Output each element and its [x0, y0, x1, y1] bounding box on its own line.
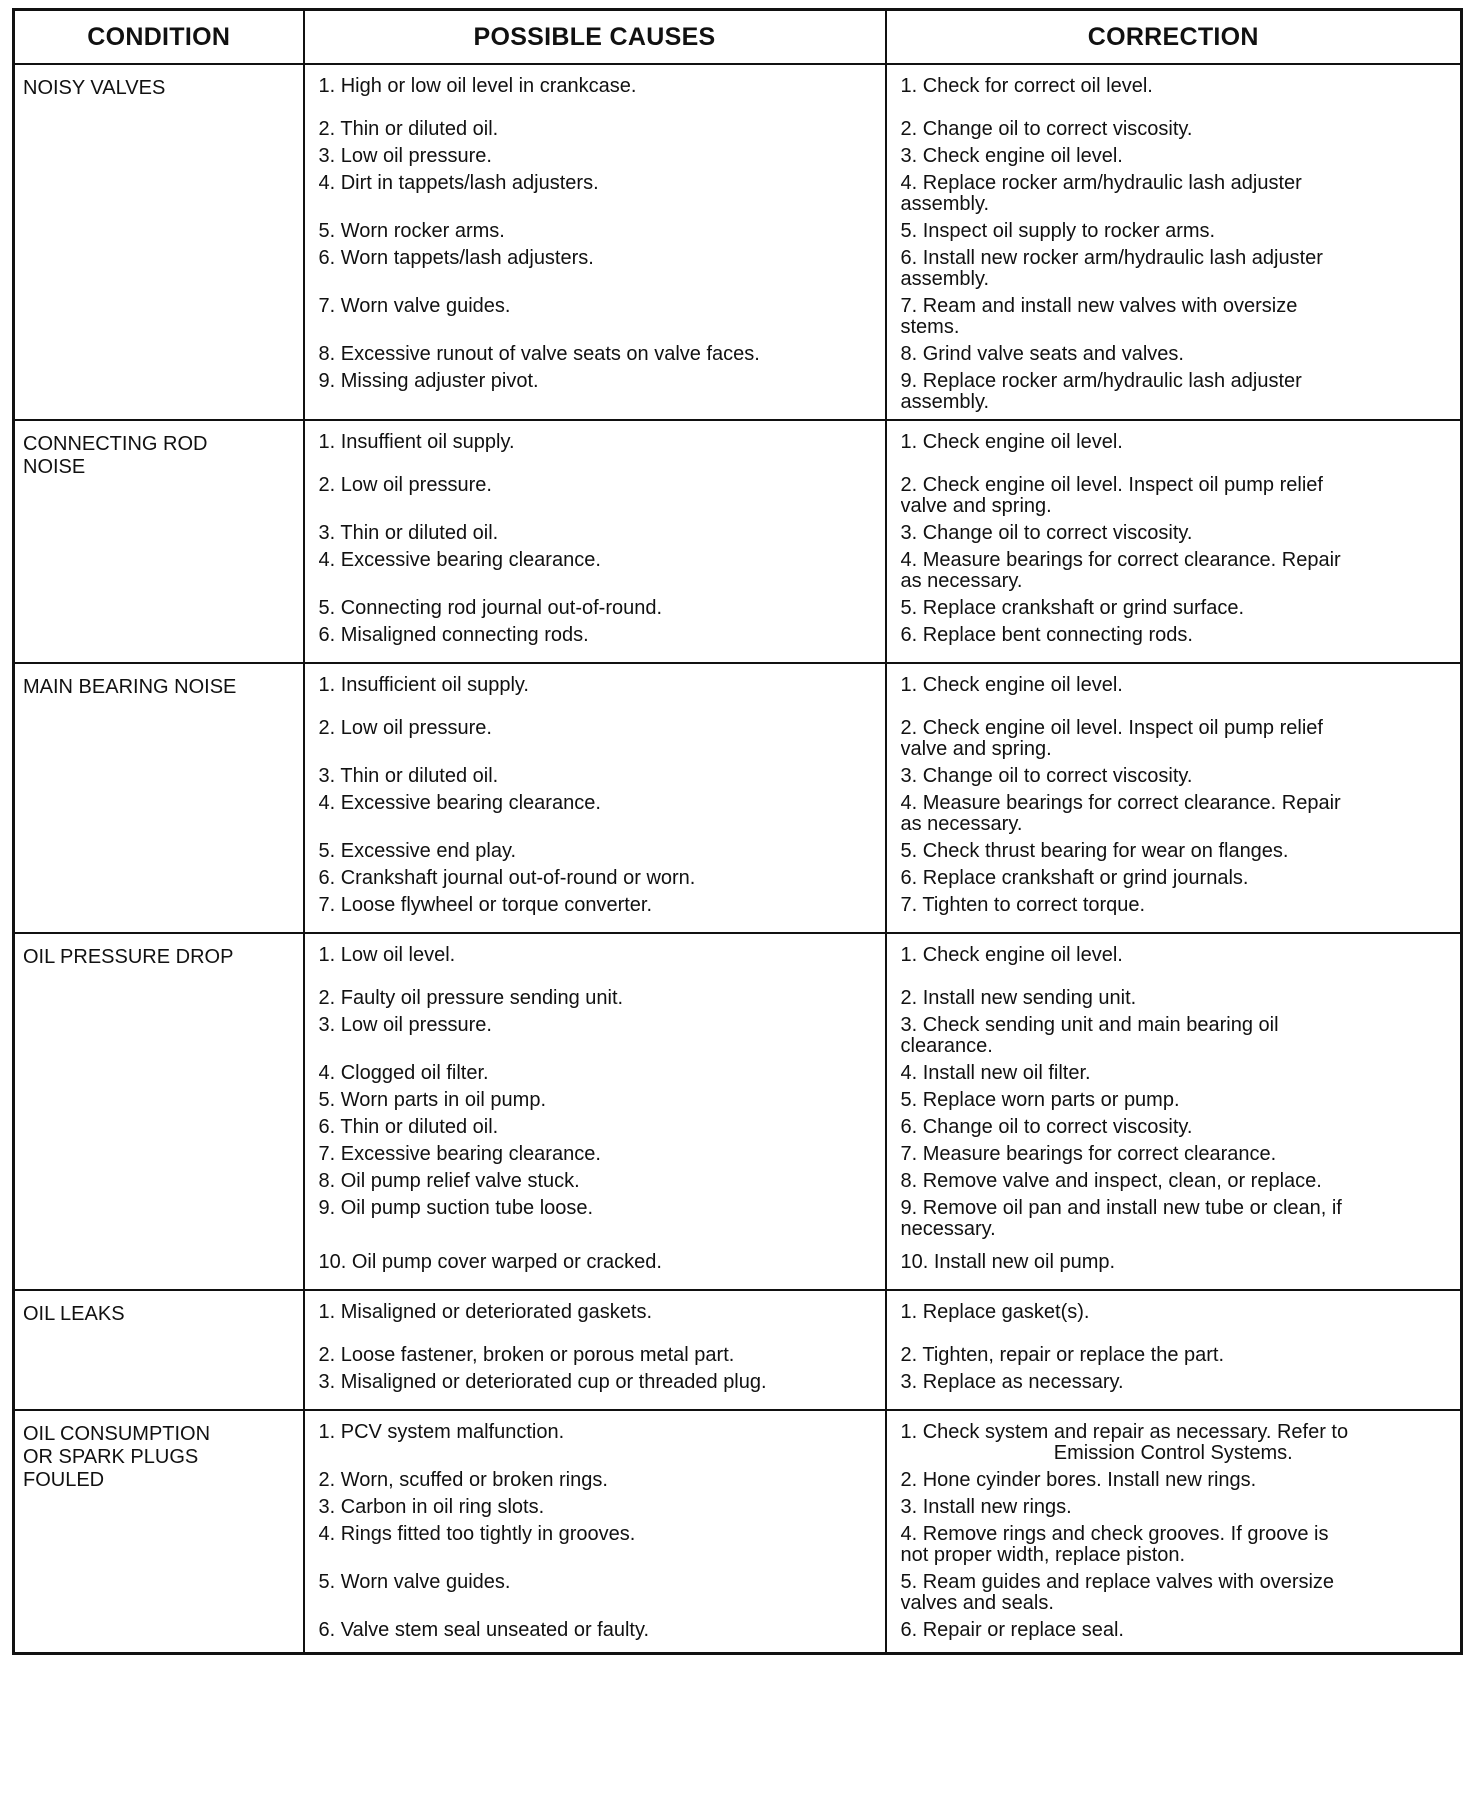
correction-item: [901, 431, 1447, 474]
condition-section: [14, 64, 1462, 420]
correction-line: 2. Install new sending unit.: [900, 987, 1137, 1009]
condition-label: OIL PRESSURE DROP: [23, 946, 234, 968]
correction-line: 1. Check engine oil level.: [900, 431, 1123, 453]
correction-cell: [886, 1290, 1462, 1410]
correction-line: 7. Measure bearings for correct clearance.: [900, 1143, 1277, 1165]
cause-item: 1. Misaligned or deteriorated gaskets.: [318, 1301, 653, 1323]
correction-item: [901, 1371, 1447, 1403]
correction-item: [901, 1089, 1447, 1116]
correction-line: stems.: [900, 316, 960, 338]
correction-item: [901, 674, 1447, 717]
cause-item: 8. Oil pump relief valve stuck.: [318, 1170, 580, 1192]
cause-item: 2. Loose fastener, broken or porous metal part.: [318, 1344, 735, 1366]
correction-line: as necessary.: [900, 570, 1023, 592]
correction-line: 10. Install new oil pump.: [900, 1251, 1116, 1273]
correction-cell: [886, 1410, 1462, 1654]
correction-item: [901, 1301, 1447, 1344]
cause-item: 5. Worn rocker arms.: [318, 220, 505, 242]
possible-causes-cell: [304, 64, 886, 420]
correction-line: 5. Replace crankshaft or grind surface.: [900, 597, 1245, 619]
correction-line: 4. Install new oil filter.: [900, 1062, 1091, 1084]
correction-line: 6. Replace crankshaft or grind journals.: [900, 867, 1249, 889]
condition-section: [14, 1290, 1462, 1410]
correction-line: assembly.: [900, 391, 990, 413]
correction-line: as necessary.: [900, 813, 1023, 835]
correction-item: [901, 597, 1447, 624]
possible-causes-cell: [304, 1290, 886, 1410]
cause-item: 4. Excessive bearing clearance.: [318, 549, 601, 571]
correction-line: 8. Remove valve and inspect, clean, or replace.: [900, 1170, 1322, 1192]
correction-line: 1. Replace gasket(s).: [900, 1301, 1090, 1323]
possible-causes-cell: [304, 933, 886, 1290]
cause-item: 1. PCV system malfunction.: [318, 1421, 565, 1443]
correction-line: 2. Change oil to correct viscosity.: [900, 118, 1193, 140]
cause-item: 2. Low oil pressure.: [318, 717, 492, 739]
condition-cell: [14, 933, 304, 1290]
correction-line: valves and seals.: [900, 1592, 1054, 1614]
correction-item: [901, 987, 1447, 1014]
cause-item: 10. Oil pump cover warped or cracked.: [318, 1251, 662, 1273]
correction-item: [901, 717, 1447, 765]
correction-line: assembly.: [900, 193, 990, 215]
correction-line: 4. Replace rocker arm/hydraulic lash adjuster: [900, 172, 1302, 194]
correction-line: 5. Ream guides and replace valves with oversize: [900, 1571, 1335, 1593]
correction-line: 2. Check engine oil level. Inspect oil pump relief: [900, 474, 1323, 496]
cause-item: 2. Faulty oil pressure sending unit.: [318, 987, 624, 1009]
cause-item: 5. Worn parts in oil pump.: [318, 1089, 547, 1111]
condition-section: [14, 420, 1462, 663]
cause-item: 2. Worn, scuffed or broken rings.: [318, 1469, 608, 1491]
cause-item: 7. Loose flywheel or torque converter.: [318, 894, 653, 916]
correction-cell: [886, 64, 1462, 420]
cause-item: 4. Excessive bearing clearance.: [318, 792, 601, 814]
cause-item: 7. Excessive bearing clearance.: [318, 1143, 601, 1165]
cause-item: 3. Misaligned or deteriorated cup or threaded plug.: [318, 1371, 767, 1393]
correction-line: necessary.: [900, 1218, 996, 1240]
correction-item: [901, 1170, 1447, 1197]
correction-item: [901, 1014, 1447, 1062]
correction-item: [901, 474, 1447, 522]
cause-item: 3. Carbon in oil ring slots.: [318, 1496, 545, 1518]
correction-line: 2. Hone cyinder bores. Install new rings.: [900, 1469, 1257, 1491]
cause-item: 5. Excessive end play.: [318, 840, 517, 862]
condition-section: [14, 663, 1462, 933]
correction-line: 7. Tighten to correct torque.: [900, 894, 1146, 916]
correction-item: [901, 295, 1447, 343]
condition-section: [14, 933, 1462, 1290]
cause-item: 6. Crankshaft journal out-of-round or worn.: [318, 867, 696, 889]
correction-cell: [886, 933, 1462, 1290]
condition-label: NOISY VALVES: [23, 77, 166, 99]
correction-item: [901, 1197, 1447, 1251]
correction-item: [901, 343, 1447, 370]
cause-item: 4. Clogged oil filter.: [318, 1062, 489, 1084]
correction-item: [901, 1421, 1447, 1469]
correction-line: 3. Install new rings.: [900, 1496, 1072, 1518]
correction-line: 5. Inspect oil supply to rocker arms.: [900, 220, 1216, 242]
cause-item: 3. Low oil pressure.: [318, 145, 492, 167]
cause-item: 9. Oil pump suction tube loose.: [318, 1197, 594, 1219]
cause-item: 9. Missing adjuster pivot.: [318, 370, 539, 392]
correction-line: 6. Install new rocker arm/hydraulic lash adjuster: [900, 247, 1323, 269]
cause-item: 7. Worn valve guides.: [318, 295, 511, 317]
condition-label: MAIN BEARING NOISE: [23, 676, 237, 698]
correction-cell: [886, 420, 1462, 663]
correction-item: [901, 1523, 1447, 1571]
correction-item: [901, 247, 1447, 295]
correction-line: 5. Replace worn parts or pump.: [900, 1089, 1180, 1111]
correction-line: valve and spring.: [900, 495, 1052, 517]
correction-item: [901, 840, 1447, 867]
correction-line: 2. Check engine oil level. Inspect oil pump relief: [900, 717, 1323, 739]
correction-line: 7. Ream and install new valves with oversize: [900, 295, 1298, 317]
correction-item: [901, 894, 1447, 926]
possible-causes-cell: [304, 1410, 886, 1654]
correction-item: [901, 1251, 1447, 1283]
correction-item: [901, 370, 1447, 413]
cause-item: 3. Low oil pressure.: [318, 1014, 492, 1036]
cause-item: 3. Thin or diluted oil.: [318, 765, 499, 787]
correction-item: [901, 220, 1447, 247]
condition-label: CONNECTING ROD: [23, 433, 208, 455]
cause-item: 6. Worn tappets/lash adjusters.: [318, 247, 594, 269]
correction-line: 3. Replace as necessary.: [900, 1371, 1124, 1393]
correction-item: [901, 1619, 1447, 1646]
correction-line: valve and spring.: [900, 738, 1052, 760]
correction-line: Emission Control Systems.: [1053, 1442, 1293, 1464]
condition-cell: [14, 1410, 304, 1654]
correction-line: 6. Repair or replace seal.: [900, 1619, 1124, 1641]
cause-item: 4. Rings fitted too tightly in grooves.: [318, 1523, 636, 1545]
correction-item: [901, 1496, 1447, 1523]
correction-line: clearance.: [900, 1035, 993, 1057]
possible-causes-cell: [304, 663, 886, 933]
correction-item: [901, 172, 1447, 220]
correction-item: [901, 1344, 1447, 1371]
correction-line: 3. Check sending unit and main bearing oil: [900, 1014, 1279, 1036]
condition-label: NOISE: [23, 456, 86, 478]
correction-item: [901, 1062, 1447, 1089]
cause-item: 2. Low oil pressure.: [318, 474, 492, 496]
correction-line: 1. Check system and repair as necessary. Refer to: [900, 1421, 1349, 1443]
possible-causes-cell: [304, 420, 886, 663]
cause-item: 6. Valve stem seal unseated or faulty.: [318, 1619, 650, 1641]
correction-line: not proper width, replace piston.: [900, 1544, 1186, 1566]
condition-cell: [14, 1290, 304, 1410]
correction-line: 4. Measure bearings for correct clearance. Repair: [900, 549, 1341, 571]
correction-item: [901, 1116, 1447, 1143]
cause-item: 3. Thin or diluted oil.: [318, 522, 499, 544]
header-condition: CONDITION: [14, 10, 304, 65]
correction-item: [901, 118, 1447, 145]
troubleshooting-table: [12, 8, 1463, 1655]
correction-line: 2. Tighten, repair or replace the part.: [900, 1344, 1225, 1366]
correction-line: 8. Grind valve seats and valves.: [900, 343, 1184, 365]
correction-line: 1. Check engine oil level.: [900, 944, 1123, 966]
header-possible-causes: POSSIBLE CAUSES: [304, 10, 886, 65]
correction-item: [901, 944, 1447, 987]
correction-line: 9. Replace rocker arm/hydraulic lash adjuster: [900, 370, 1302, 392]
condition-cell: [14, 663, 304, 933]
correction-line: 5. Check thrust bearing for wear on flanges.: [900, 840, 1289, 862]
condition-label: FOULED: [23, 1469, 105, 1491]
condition-cell: [14, 64, 304, 420]
condition-label: OIL LEAKS: [23, 1303, 125, 1325]
cause-item: 1. Insufficient oil supply.: [318, 674, 529, 696]
cause-item: 6. Misaligned connecting rods.: [318, 624, 589, 646]
correction-item: [901, 75, 1447, 118]
cause-item: 5. Connecting rod journal out-of-round.: [318, 597, 663, 619]
condition-cell: [14, 420, 304, 663]
correction-line: 3. Check engine oil level.: [900, 145, 1123, 167]
correction-line: 3. Change oil to correct viscosity.: [900, 522, 1193, 544]
correction-line: 6. Change oil to correct viscosity.: [900, 1116, 1193, 1138]
cause-item: 1. Low oil level.: [318, 944, 456, 966]
header-correction: CORRECTION: [886, 10, 1462, 65]
cause-item: 1. Insuffient oil supply.: [318, 431, 515, 453]
cause-item: 2. Thin or diluted oil.: [318, 118, 499, 140]
cause-item: 5. Worn valve guides.: [318, 1571, 511, 1593]
correction-line: 4. Remove rings and check grooves. If groove is: [900, 1523, 1329, 1545]
correction-item: [901, 867, 1447, 894]
header-row: [14, 10, 1462, 65]
correction-item: [901, 1469, 1447, 1496]
correction-item: [901, 1143, 1447, 1170]
correction-item: [901, 624, 1447, 656]
correction-line: 3. Change oil to correct viscosity.: [900, 765, 1193, 787]
condition-label: OIL CONSUMPTION: [23, 1423, 211, 1445]
correction-line: 6. Replace bent connecting rods.: [900, 624, 1193, 646]
correction-item: [901, 1571, 1447, 1619]
correction-cell: [886, 663, 1462, 933]
correction-line: 9. Remove oil pan and install new tube or clean, if: [900, 1197, 1342, 1219]
correction-line: 4. Measure bearings for correct clearance. Repair: [900, 792, 1341, 814]
cause-item: 6. Thin or diluted oil.: [318, 1116, 499, 1138]
correction-item: [901, 765, 1447, 792]
correction-line: assembly.: [900, 268, 990, 290]
condition-label: OR SPARK PLUGS: [23, 1446, 199, 1468]
cause-item: 1. High or low oil level in crankcase.: [318, 75, 637, 97]
condition-section: [14, 1410, 1462, 1654]
correction-item: [901, 792, 1447, 840]
correction-item: [901, 145, 1447, 172]
correction-item: [901, 522, 1447, 549]
correction-item: [901, 549, 1447, 597]
correction-line: 1. Check for correct oil level.: [900, 75, 1153, 97]
cause-item: 8. Excessive runout of valve seats on valve faces.: [318, 343, 760, 365]
cause-item: 4. Dirt in tappets/lash adjusters.: [318, 172, 599, 194]
correction-line: 1. Check engine oil level.: [900, 674, 1123, 696]
